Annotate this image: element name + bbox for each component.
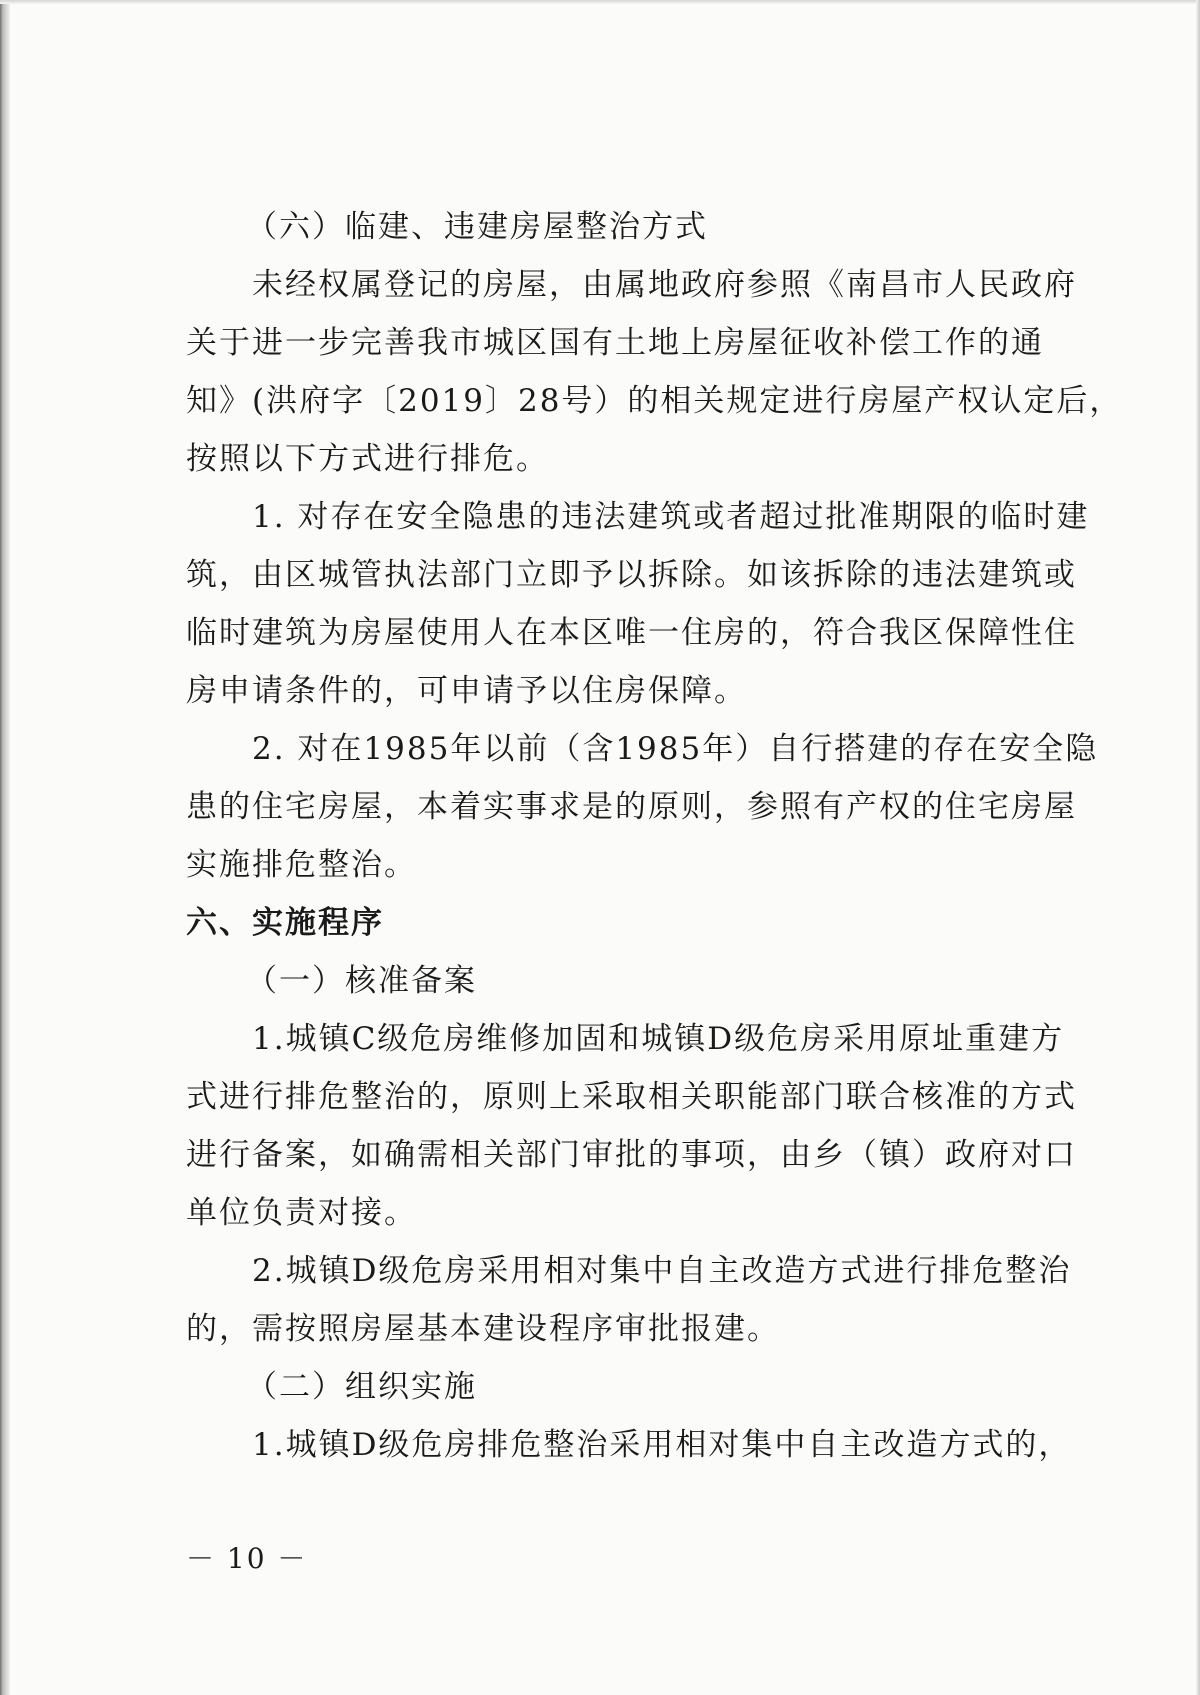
subheading-temporary-illegal-buildings: （六）临建、违建房屋整治方式	[246, 209, 708, 245]
paragraph-line: 2. 对在1985年以前（含1985年）自行搭建的存在安全隐	[252, 731, 1099, 767]
paragraph-line: 按照以下方式进行排危。	[186, 441, 549, 477]
paragraph-line: 患的住宅房屋，本着实事求是的原则，参照有产权的住宅房屋	[186, 789, 1077, 825]
paragraph-line: 1.城镇D级危房排危整治采用相对集中自主改造方式的，	[252, 1427, 1072, 1463]
paragraph-line: 筑，由区城管执法部门立即予以拆除。如该拆除的违法建筑或	[186, 557, 1077, 593]
paragraph-line: 式进行排危整治的，原则上采取相关职能部门联合核准的方式	[186, 1079, 1077, 1115]
subheading-approval-filing: （一）核准备案	[246, 963, 477, 999]
paragraph-line: 关于进一步完善我市城区国有土地上房屋征收补偿工作的通	[186, 325, 1044, 361]
paragraph-line: 房申请条件的，可申请予以住房保障。	[186, 673, 747, 709]
paragraph-line: 实施排危整治。	[186, 847, 417, 883]
paragraph-line: 未经权属登记的房屋，由属地政府参照《南昌市人民政府	[252, 267, 1077, 303]
paragraph-line: 1. 对存在安全隐患的违法建筑或者超过批准期限的临时建	[252, 499, 1090, 535]
subheading-organization-implementation: （二）组织实施	[246, 1369, 477, 1405]
section-heading-implementation-procedure: 六、实施程序	[186, 905, 384, 941]
paragraph-line: 知》(洪府字〔2019〕28号）的相关规定进行房屋产权认定后，	[186, 383, 1123, 419]
scan-shadow-right	[1196, 0, 1200, 1695]
paragraph-line: 1.城镇C级危房维修加固和城镇D级危房采用原址重建方	[252, 1021, 1065, 1057]
page-number: － 10 －	[186, 1542, 308, 1575]
paragraph-line: 2.城镇D级危房采用相对集中自主改造方式进行排危整治	[252, 1253, 1072, 1289]
paragraph-line: 进行备案，如确需相关部门审批的事项，由乡（镇）政府对口	[186, 1137, 1077, 1173]
paragraph-line: 单位负责对接。	[186, 1195, 417, 1231]
scan-shadow-left	[0, 0, 10, 1695]
paragraph-line: 临时建筑为房屋使用人在本区唯一住房的，符合我区保障性住	[186, 615, 1077, 651]
document-body	[186, 198, 1123, 1474]
scan-shadow-top	[0, 0, 1200, 4]
paragraph-line: 的，需按照房屋基本建设程序审批报建。	[186, 1311, 780, 1347]
